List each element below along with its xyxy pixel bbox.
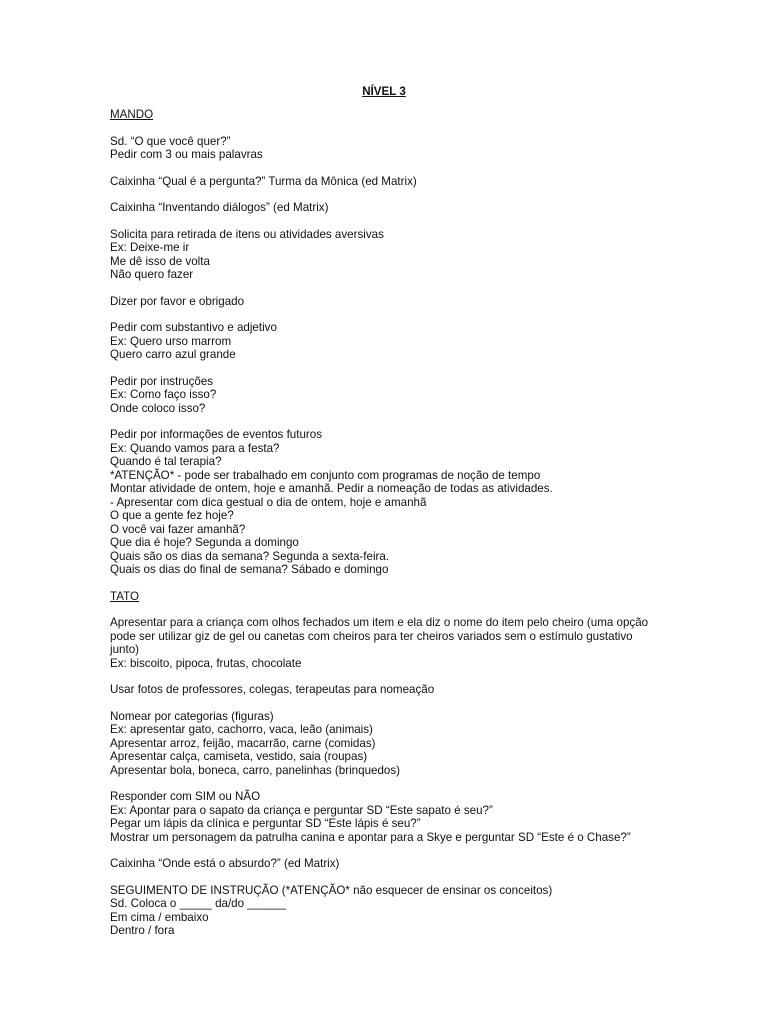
text-line: Apresentar arroz, feijão, macarrão, carne (comidas) xyxy=(110,736,376,750)
text-line: Ex: Quero urso marrom xyxy=(110,334,232,348)
paragraph xyxy=(110,375,650,416)
text-line: Onde coloco isso? xyxy=(110,401,206,415)
text-line: Apresentar bola, boneca, carro, panelinhas (brinquedos) xyxy=(110,763,401,777)
text-line: Nomear por categorias (figuras) xyxy=(110,709,274,723)
text-line: Não quero fazer xyxy=(110,268,194,281)
paragraph xyxy=(110,201,650,215)
paragraph xyxy=(110,683,650,697)
paragraph xyxy=(110,175,650,189)
paragraph xyxy=(110,710,650,778)
paragraph xyxy=(110,884,650,938)
text-line: Apresentar calça, camiseta, vestido, saia (roupas) xyxy=(110,750,368,763)
section-heading-tato: TATO xyxy=(110,589,139,603)
text-line: Que dia é hoje? Segunda a domingo xyxy=(110,536,299,549)
text-line: Quando é tal terapia? xyxy=(110,455,222,468)
paragraph xyxy=(110,228,650,282)
text-line: Caixinha “Inventando diálogos” (ed Matrix) xyxy=(110,201,329,214)
text-line: Ex: apresentar gato, cachorro, vaca, leão (animais) xyxy=(110,723,373,736)
text-line: Sd. “O que você quer?” xyxy=(110,134,231,148)
text-line: Usar fotos de professores, colegas, terapeutas para nomeação xyxy=(110,683,435,696)
text-line: Pedir por instruções xyxy=(110,374,214,388)
text-paragraph: Apresentar para a criança com olhos fechados um item e ela diz o nome do item pelo cheiro (uma opção pode ser utilizar giz de gel ou canetas com cheiros para ter cheiros variados sem o estímulo gustativo junto) xyxy=(110,616,649,656)
text-line: Quais são os dias da semana? Segunda a sexta-feira. xyxy=(110,549,390,563)
text-line: Pedir com substantivo e adjetivo xyxy=(110,321,277,334)
text-line: Responder com SIM ou NÃO xyxy=(110,790,261,803)
paragraph xyxy=(110,616,650,670)
text-line: Caixinha “Qual é a pergunta?” Turma da Mônica (ed Matrix) xyxy=(110,174,417,188)
text-line: Montar atividade de ontem, hoje e amanhã. Pedir a nomeação de todas as atividades. xyxy=(110,482,553,495)
paragraph xyxy=(110,857,650,871)
text-line: Mostrar um personagem da patrulha canina e apontar para a Skye e perguntar SD “Este é o Chase?” xyxy=(110,830,631,844)
text-line: Ex: biscoito, pipoca, frutas, chocolate xyxy=(110,656,302,670)
text-line: Pegar um lápis da clínica e perguntar SD “Este lápis é seu?” xyxy=(110,817,421,830)
text-line: Sd. Coloca o _____ da/do ______ xyxy=(110,897,286,910)
text-line: Ex: Quando vamos para a festa? xyxy=(110,441,280,455)
section-heading-mando: MANDO xyxy=(110,108,154,121)
text-line: Ex: Deixe-me ir xyxy=(110,241,190,254)
text-line: Caixinha “Onde está o absurdo?” (ed Matrix) xyxy=(110,857,340,870)
text-line: Dizer por favor e obrigado xyxy=(110,294,245,308)
text-line: O você vai fazer amanhã? xyxy=(110,522,246,536)
document-title: NÍVEL 3 xyxy=(362,85,406,98)
text-line: Pedir por informações de eventos futuros xyxy=(110,428,323,441)
text-line: Ex: Apontar para o sapato da criança e perguntar SD “Este sapato é seu?” xyxy=(110,803,493,817)
paragraph xyxy=(110,135,650,162)
text-line: Quero carro azul grande xyxy=(110,348,236,361)
text-line: - Apresentar com dica gestual o dia de ontem, hoje e amanhã xyxy=(110,495,427,509)
text-line: Me dê isso de volta xyxy=(110,254,210,268)
text-line: Em cima / embaixo xyxy=(110,910,209,924)
paragraph xyxy=(110,428,650,577)
document-body xyxy=(110,108,650,951)
paragraph xyxy=(110,790,650,844)
text-line: *ATENÇÃO* - pode ser trabalhado em conjunto com programas de noção de tempo xyxy=(110,468,541,482)
text-line: Dentro / fora xyxy=(110,924,175,937)
text-line: O que a gente fez hoje? xyxy=(110,509,234,522)
paragraph xyxy=(110,295,650,309)
text-line: Quais os dias do final de semana? Sábado e domingo xyxy=(110,563,389,576)
section-heading-seguimento: SEGUIMENTO DE INSTRUÇÃO (*ATENÇÃO* não esquecer de ensinar os conceitos) xyxy=(110,883,553,897)
paragraph xyxy=(110,321,650,362)
text-line: Ex: Como faço isso? xyxy=(110,388,217,401)
text-line: Solicita para retirada de itens ou atividades aversivas xyxy=(110,227,384,241)
text-line: Pedir com 3 ou mais palavras xyxy=(110,148,263,161)
